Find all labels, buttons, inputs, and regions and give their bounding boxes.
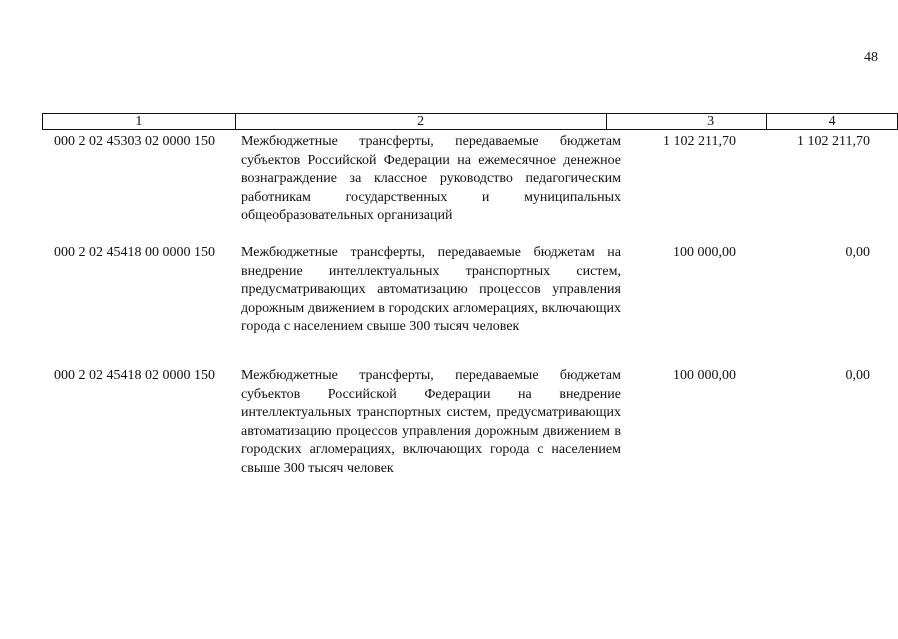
row-description: Межбюджетные трансферты, передаваемые бюджетам субъектов Российской Федерации на ежемесячное денежное вознаграждение за классное руководство педагогическим работникам государственных и муниципальных общеобразовательных организаций bbox=[241, 134, 621, 223]
plan-amount: 1 102 211,70 bbox=[663, 134, 736, 149]
column-header-3: 3 bbox=[606, 114, 767, 130]
plan-amount: 100 000,00 bbox=[673, 245, 736, 260]
fact-amount: 1 102 211,70 bbox=[797, 134, 870, 149]
page-number: 48 bbox=[864, 50, 878, 65]
budget-code: 000 2 02 45418 02 0000 150 bbox=[54, 368, 215, 383]
fact-amount: 0,00 bbox=[845, 245, 870, 260]
budget-code: 000 2 02 45418 00 0000 150 bbox=[54, 245, 215, 260]
plan-amount: 100 000,00 bbox=[673, 368, 736, 383]
fact-amount: 0,00 bbox=[845, 368, 870, 383]
budget-code: 000 2 02 45303 02 0000 150 bbox=[54, 134, 215, 149]
row-description: Межбюджетные трансферты, передаваемые бюджетам на внедрение интеллектуальных транспортных систем, предусматривающих автоматизацию процессов управления дорожным движением в городских агломерациях, включающих города с населением свыше 300 тысяч человек bbox=[241, 245, 621, 334]
column-header-1: 1 bbox=[43, 114, 236, 130]
column-header-2: 2 bbox=[235, 114, 606, 130]
column-header-table bbox=[42, 113, 898, 130]
column-header-4: 4 bbox=[767, 114, 898, 130]
column-header-row bbox=[43, 114, 898, 130]
row-description: Межбюджетные трансферты, передаваемые бюджетам субъектов Российской Федерации на внедрение интеллектуальных транспортных систем, предусматривающих автоматизацию процессов управления дорожным движением в городских агломерациях, включающих города с населением свыше 300 тысяч человек bbox=[241, 368, 621, 476]
